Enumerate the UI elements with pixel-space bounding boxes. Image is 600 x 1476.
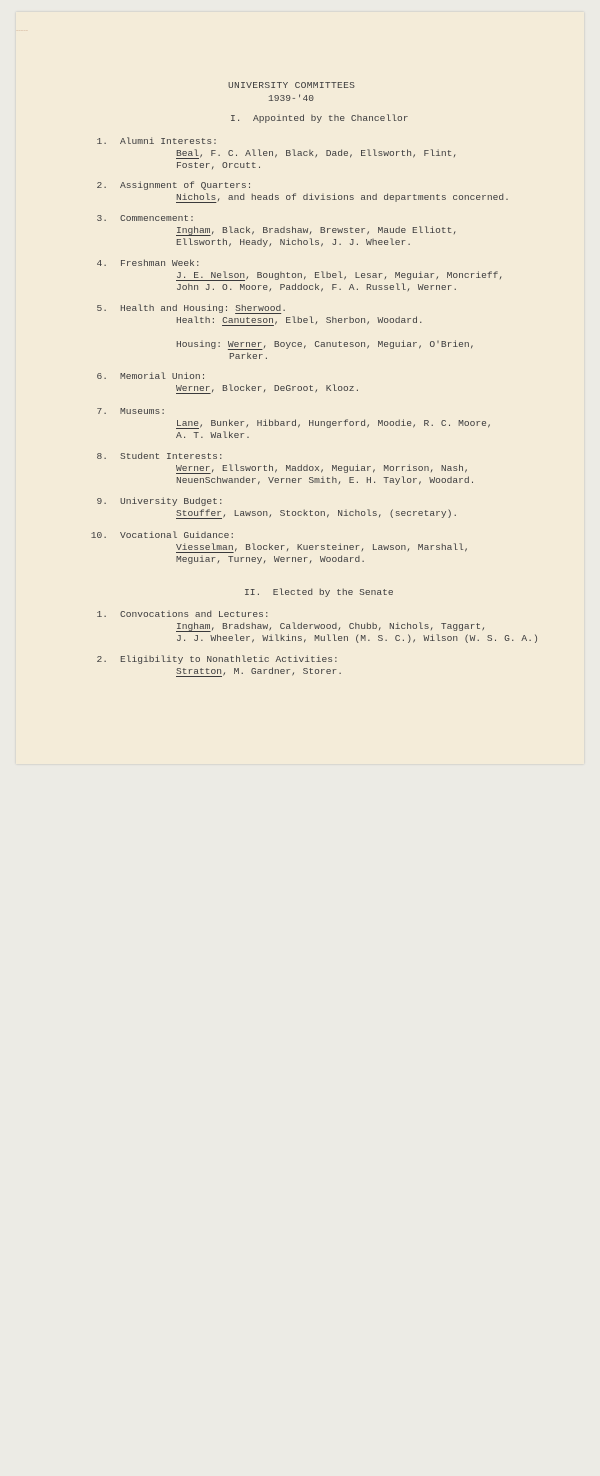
committee-members: A. T. Walker. [176, 430, 251, 441]
item-number: 7. [96, 406, 108, 417]
committee-name: Commencement: [120, 213, 195, 224]
committee-members: , Ellsworth, Maddox, Meguiar, Morrison, Nash, [210, 463, 470, 474]
subcommittee-members: Parker. [229, 351, 270, 362]
committee-members: , M. Gardner, Storer. [222, 666, 343, 677]
subcommittee-members: , Boyce, Canuteson, Meguiar, O'Brien, [262, 339, 476, 350]
committee-name: Alumni Interests: [120, 136, 218, 147]
committee-chair: Werner [176, 383, 211, 394]
item-number: 1. [96, 609, 108, 620]
committee-members: , F. C. Allen, Black, Dade, Ellsworth, Flint, [199, 148, 459, 159]
committee-chair: Werner [176, 463, 211, 474]
item-number: 4. [96, 258, 108, 269]
committee-name: Memorial Union: [120, 371, 207, 382]
committee-members: , Black, Bradshaw, Brewster, Maude Elliott, [210, 225, 459, 236]
committee-members: Ellsworth, Heady, Nichols, J. J. Wheeler. [176, 237, 413, 248]
committee-name: Museums: [120, 406, 167, 417]
subcommittee-members: , Elbel, Sherbon, Woodard. [273, 315, 424, 326]
committee-members: J. J. Wheeler, Wilkins, Mullen (M. S. C.), Wilson (W. S. G. A.) [176, 633, 539, 644]
archive-stamp: ~~~~~ [16, 30, 29, 34]
committee-chair: Sherwood [235, 303, 282, 314]
item-number: 1. [96, 136, 108, 147]
committee-members: , Lawson, Stockton, Nichols, (secretary). [222, 508, 459, 519]
list-item [0, 654, 600, 1464]
subcommittee-chair: Canuteson [222, 315, 274, 326]
committee-members: , Blocker, Kuersteiner, Lawson, Marshall, [233, 542, 470, 553]
section-heading-elected: II. Elected by the Senate [244, 587, 394, 598]
committee-members: , and heads of divisions and departments concerned. [216, 192, 510, 203]
committee-chair: J. E. Nelson [176, 270, 246, 281]
item-number: 9. [96, 496, 108, 507]
item-number: 6. [96, 371, 108, 382]
item-number: 2. [96, 180, 108, 191]
committee-members: Foster, Orcutt. [176, 160, 263, 171]
committee-chair: Lane [176, 418, 200, 429]
committee-members: , Bunker, Hibbard, Hungerford, Moodie, R. C. Moore, [199, 418, 493, 429]
committee-members: NeuenSchwander, Verner Smith, E. H. Taylor, Woodard. [176, 475, 476, 486]
committee-name: Convocations and Lectures: [120, 609, 270, 620]
item-number: 3. [96, 213, 108, 224]
item-number: 5. [96, 303, 108, 314]
subcommittee-label: Health: [176, 315, 223, 326]
committee-chair: Stouffer [176, 508, 223, 519]
item-number: 10. [90, 530, 108, 541]
committee-members: , Boughton, Elbel, Lesar, Meguiar, Moncrieff, [245, 270, 505, 281]
item-number: 8. [96, 451, 108, 462]
committee-chair: Beal [176, 148, 200, 159]
subcommittee-chair: Werner [227, 339, 263, 350]
committee-name: Eligibility to Nonathletic Activities: [120, 654, 339, 665]
committee-name: University Budget: [120, 496, 224, 507]
document-title: UNIVERSITY COMMITTEES [228, 80, 356, 91]
committee-chair: Viesselman [176, 542, 234, 553]
committee-name: Student Interests: [120, 451, 224, 462]
committee-chair: Stratton [176, 666, 223, 677]
section-heading-appointed: I. Appointed by the Chancellor [230, 113, 409, 124]
punctuation: . [281, 303, 287, 314]
committee-chair: Nichols [176, 192, 217, 203]
committee-chair: Ingham [176, 621, 211, 632]
item-number: 2. [96, 654, 108, 665]
committee-members: John J. O. Moore, Paddock, F. A. Russell, Werner. [176, 282, 459, 293]
committee-members: , Blocker, DeGroot, Klooz. [210, 383, 361, 394]
committee-chair: Ingham [176, 225, 211, 236]
committee-members: Meguiar, Turney, Werner, Woodard. [176, 554, 366, 565]
subcommittee-label: Housing: [176, 339, 228, 350]
academic-year: 1939-'40 [268, 93, 315, 104]
committee-name: Vocational Guidance: [120, 530, 236, 541]
committee-name: Freshman Week: [120, 258, 201, 269]
committee-members: , Bradshaw, Calderwood, Chubb, Nichols, Taggart, [210, 621, 487, 632]
committee-name: Health and Housing: [120, 303, 236, 314]
committee-name: Assignment of Quarters: [120, 180, 253, 191]
